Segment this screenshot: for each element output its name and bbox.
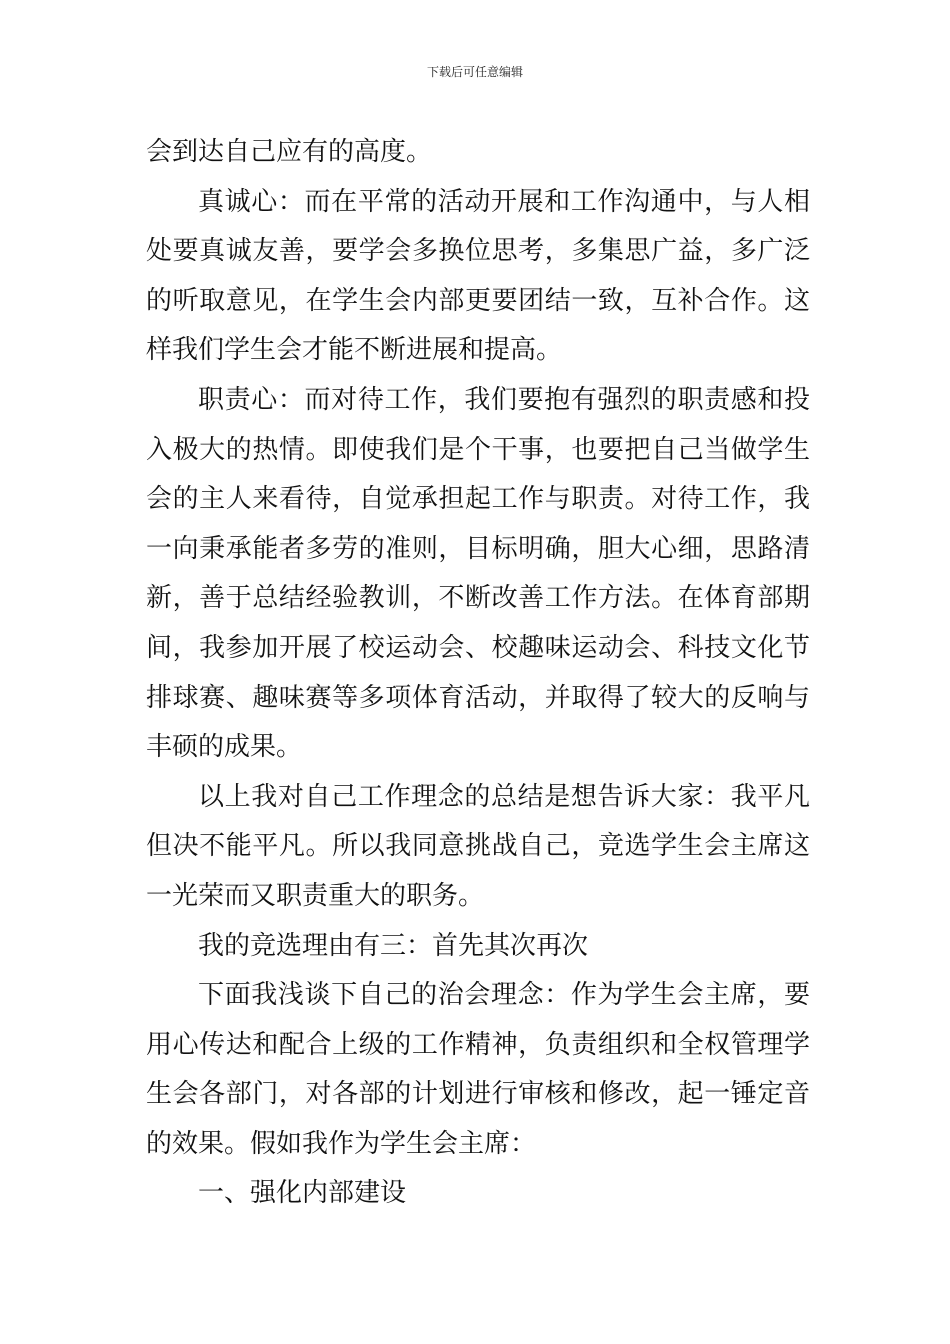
text-line: 处要真诚友善，要学会多换位思考，多集思广益，多广泛: [146, 236, 810, 267]
text-line: 丰硕的成果。: [146, 732, 303, 763]
text-line: 的效果。假如我作为学生会主席：: [146, 1128, 537, 1159]
text-line: 职责心：而对待工作，我们要抱有强烈的职责感和投: [198, 384, 810, 415]
text-line: 间，我参加开展了校运动会、校趣味运动会、科技文化节: [146, 632, 810, 663]
text-line: 会的主人来看待，自觉承担起工作与职责。对待工作，我: [146, 484, 810, 515]
text-line: 下面我浅谈下自己的治会理念：作为学生会主席，要: [198, 980, 810, 1011]
text-line: 入极大的热情。即使我们是个干事，也要把自己当做学生: [146, 434, 810, 465]
text-line: 生会各部门，对各部的计划进行审核和修改，起一锤定音: [146, 1079, 810, 1110]
text-line: 新，善于总结经验教训，不断改善工作方法。在体育部期: [146, 583, 810, 614]
text-line: 一、强化内部建设: [198, 1178, 407, 1209]
text-line: 我的竞选理由有三：首先其次再次: [198, 930, 589, 961]
text-line: 真诚心：而在平常的活动开展和工作沟通中，与人相: [198, 186, 810, 217]
text-line: 的听取意见，在学生会内部更要团结一致，互补合作。这: [146, 285, 810, 316]
text-line: 会到达自己应有的高度。: [146, 137, 433, 167]
text-line: 一光荣而又职责重大的职务。: [146, 880, 485, 911]
text-line: 但决不能平凡。所以我同意挑战自己，竞选学生会主席这: [146, 831, 810, 862]
text-line: 样我们学生会才能不断进展和提高。: [146, 335, 563, 366]
page-header: 下载后可任意编辑: [426, 65, 523, 79]
text-line: 排球赛、趣味赛等多项体育活动，并取得了较大的反响与: [146, 682, 810, 713]
text-line: 一向秉承能者多劳的准则，目标明确，胆大心细，思路清: [146, 533, 810, 564]
text-line: 用心传达和配合上级的工作精神，负责组织和全权管理学: [146, 1029, 810, 1060]
text-line: 以上我对自己工作理念的总结是想告诉大家：我平凡: [198, 781, 810, 812]
document-body: [146, 128, 810, 1219]
